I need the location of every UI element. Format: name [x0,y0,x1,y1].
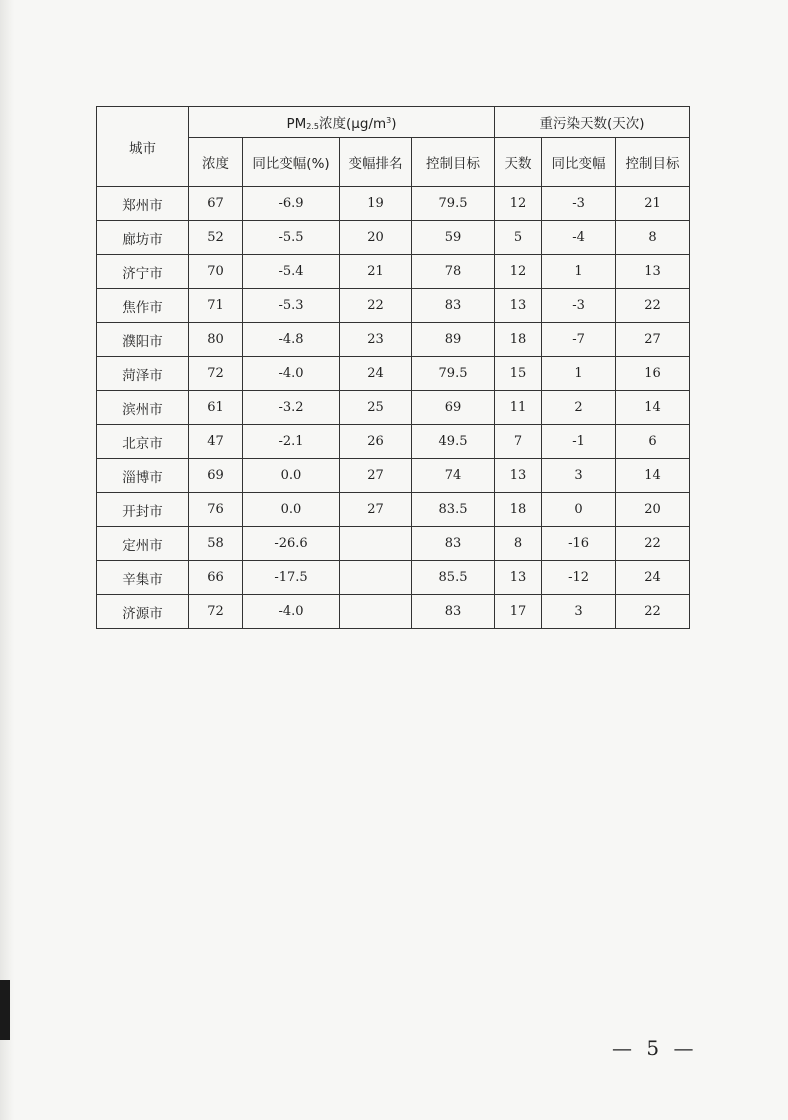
days-cell: 7 [495,425,542,459]
pm-concentration-cell: 69 [189,459,243,493]
days-change-cell: 3 [542,595,616,629]
table-row [97,323,690,357]
table-row [97,289,690,323]
days-change-cell: -1 [542,425,616,459]
pm-change-cell: 0.0 [243,493,340,527]
pm-rank-cell: 27 [340,459,412,493]
header-pm-rank: 变幅排名 [340,138,412,187]
pm-target-cell: 79.5 [412,187,495,221]
pm-rank-cell: 26 [340,425,412,459]
table-row [97,357,690,391]
pm-target-cell: 83 [412,527,495,561]
table-row [97,493,690,527]
pm-change-cell: -4.0 [243,595,340,629]
days-change-cell: -12 [542,561,616,595]
header-pm-concentration: 浓度 [189,138,243,187]
scan-binding-mark [0,980,10,1040]
pm-target-cell: 78 [412,255,495,289]
city-cell: 滨州市 [97,391,189,425]
days-cell: 12 [495,255,542,289]
city-cell: 定州市 [97,527,189,561]
header-row-group [97,107,690,138]
city-cell: 廊坊市 [97,221,189,255]
pm-target-cell: 74 [412,459,495,493]
days-cell: 18 [495,323,542,357]
page-edge-shadow [0,0,14,1120]
days-cell: 11 [495,391,542,425]
pm-change-cell: -4.8 [243,323,340,357]
city-cell: 菏泽市 [97,357,189,391]
pm-rank-cell: 19 [340,187,412,221]
pm-rank-cell: 21 [340,255,412,289]
pm-concentration-cell: 76 [189,493,243,527]
pm-target-cell: 85.5 [412,561,495,595]
days-change-cell: -16 [542,527,616,561]
pm-change-cell: -26.6 [243,527,340,561]
table-row [97,459,690,493]
table-row [97,561,690,595]
pm-concentration-cell: 66 [189,561,243,595]
pm-target-cell: 89 [412,323,495,357]
pm-target-cell: 79.5 [412,357,495,391]
days-change-cell: -3 [542,187,616,221]
days-change-cell: -3 [542,289,616,323]
table-row [97,221,690,255]
days-target-cell: 24 [616,561,690,595]
days-target-cell: 22 [616,595,690,629]
city-cell: 淄博市 [97,459,189,493]
days-cell: 13 [495,459,542,493]
pm-target-cell: 83 [412,595,495,629]
header-city: 城市 [97,107,189,187]
table-row [97,187,690,221]
pm-concentration-cell: 72 [189,595,243,629]
days-target-cell: 21 [616,187,690,221]
table-row [97,425,690,459]
pm-target-cell: 59 [412,221,495,255]
days-target-cell: 13 [616,255,690,289]
pm-rank-cell: 25 [340,391,412,425]
header-pm-target: 控制目标 [412,138,495,187]
pm-unit-superscript: 3 [386,116,392,125]
pm-change-cell: -5.3 [243,289,340,323]
city-cell: 济源市 [97,595,189,629]
city-cell: 辛集市 [97,561,189,595]
city-cell: 濮阳市 [97,323,189,357]
pm-concentration-cell: 71 [189,289,243,323]
pm-label: PM [286,116,307,132]
city-cell: 焦作市 [97,289,189,323]
days-change-cell: 1 [542,255,616,289]
table-row [97,391,690,425]
days-change-cell: -4 [542,221,616,255]
pm-change-cell: -5.5 [243,221,340,255]
pm-change-cell: -6.9 [243,187,340,221]
days-change-cell: 0 [542,493,616,527]
days-cell: 13 [495,561,542,595]
city-cell: 郑州市 [97,187,189,221]
days-change-cell: 2 [542,391,616,425]
header-days: 天数 [495,138,542,187]
header-days-target: 控制目标 [616,138,690,187]
pm-target-cell: 69 [412,391,495,425]
pm-rank-cell [340,595,412,629]
pm-concentration-cell: 61 [189,391,243,425]
table-row [97,527,690,561]
pm-change-cell: -5.4 [243,255,340,289]
page-number: — 5 — [612,1036,698,1060]
pm-rank-cell [340,561,412,595]
pm-change-cell: -17.5 [243,561,340,595]
days-target-cell: 16 [616,357,690,391]
days-cell: 17 [495,595,542,629]
pm-rank-cell: 24 [340,357,412,391]
header-pm-change: 同比变幅(%) [243,138,340,187]
pm-concentration-cell: 67 [189,187,243,221]
pm-target-cell: 49.5 [412,425,495,459]
days-target-cell: 27 [616,323,690,357]
days-cell: 8 [495,527,542,561]
header-days-change: 同比变幅 [542,138,616,187]
pm-rank-cell: 20 [340,221,412,255]
pm-change-cell: -4.0 [243,357,340,391]
pm-rank-cell: 27 [340,493,412,527]
pm-concentration-cell: 58 [189,527,243,561]
pm-concentration-cell: 80 [189,323,243,357]
pm-change-cell: -2.1 [243,425,340,459]
pm-change-cell: 0.0 [243,459,340,493]
days-cell: 12 [495,187,542,221]
days-cell: 15 [495,357,542,391]
table-row [97,255,690,289]
pm-rank-cell [340,527,412,561]
pm-target-cell: 83 [412,289,495,323]
days-target-cell: 14 [616,459,690,493]
days-target-cell: 14 [616,391,690,425]
pm-concentration-cell: 72 [189,357,243,391]
days-target-cell: 6 [616,425,690,459]
city-cell: 北京市 [97,425,189,459]
pm-subscript: 2.5 [306,122,320,131]
pm-unit-label: 浓度(μg/m [319,116,387,132]
pm-concentration-cell: 52 [189,221,243,255]
table-row [97,595,690,629]
days-target-cell: 22 [616,527,690,561]
days-target-cell: 8 [616,221,690,255]
pm-concentration-cell: 70 [189,255,243,289]
pm-unit-close: ) [391,116,397,132]
days-change-cell: 1 [542,357,616,391]
pm-concentration-cell: 47 [189,425,243,459]
city-cell: 开封市 [97,493,189,527]
table-body [97,187,690,629]
days-cell: 18 [495,493,542,527]
days-cell: 13 [495,289,542,323]
header-pm-group [189,107,495,138]
days-change-cell: 3 [542,459,616,493]
pm-rank-cell: 22 [340,289,412,323]
air-quality-table [96,106,690,629]
pm-target-cell: 83.5 [412,493,495,527]
header-pollution-group: 重污染天数(天次) [495,107,690,138]
pm-change-cell: -3.2 [243,391,340,425]
days-cell: 5 [495,221,542,255]
days-change-cell: -7 [542,323,616,357]
days-target-cell: 20 [616,493,690,527]
pm-rank-cell: 23 [340,323,412,357]
days-target-cell: 22 [616,289,690,323]
city-cell: 济宁市 [97,255,189,289]
